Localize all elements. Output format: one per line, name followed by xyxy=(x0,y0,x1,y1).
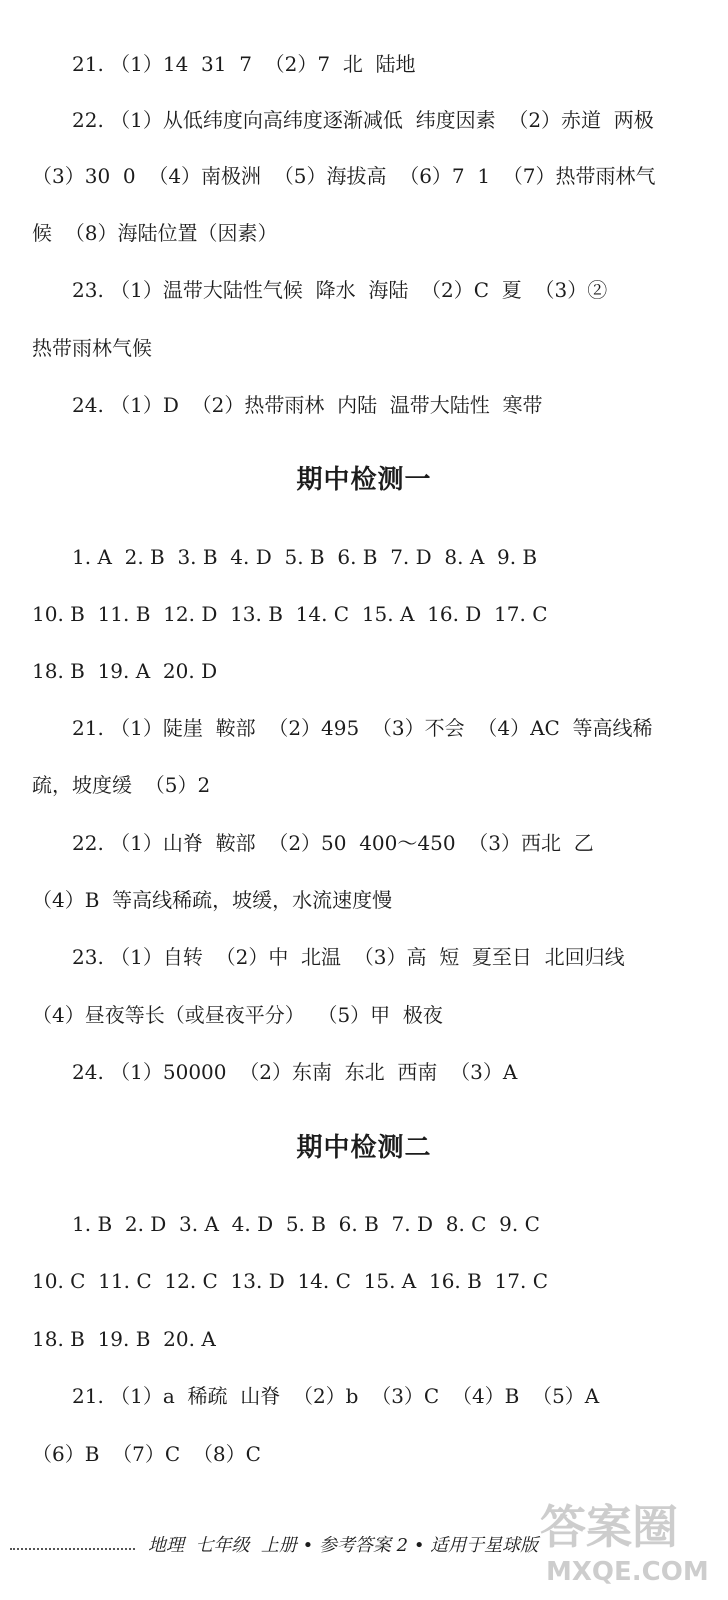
watermark-logo-top: 答案圈 xyxy=(540,1500,678,1554)
midterm2-mc-line-2: 10. C 11. C 12. C 13. D 14. C 15. A 16. B 17. C xyxy=(32,1269,549,1293)
midterm1-answer-22-line-2: （4）B 等高线稀疏，坡缓，水流速度慢 xyxy=(32,888,393,912)
watermark-logo xyxy=(532,1500,722,1596)
footer-dotted-rule xyxy=(10,1548,135,1550)
midterm1-mc-line-2: 10. B 11. B 12. D 13. B 14. C 15. A 16. D 17. C xyxy=(32,602,548,626)
midterm2-mc-line-3: 18. B 19. B 20. A xyxy=(32,1327,216,1351)
section-title-midterm-1: 期中检测一 xyxy=(296,465,432,495)
footer-text: 地理 七年级 上册 • 参考答案 2 • 适用于星球版 xyxy=(148,1535,539,1556)
midterm2-answer-21-line-1: 21. （1）a 稀疏 山脊 （2）b （3）C （4）B （5）A xyxy=(72,1384,600,1408)
answer-23-line-1: 23. （1）温带大陆性气候 降水 海陆 （2）C 夏 （3）② xyxy=(72,278,608,302)
midterm1-answer-21-line-1: 21. （1）陡崖 鞍部 （2）495 （3）不会 （4）AC 等高线稀 xyxy=(72,716,653,740)
midterm2-mc-line-1: 1. B 2. D 3. A 4. D 5. B 6. B 7. D 8. C 9. C xyxy=(72,1212,540,1236)
answer-22-line-1: 22. （1）从低纬度向高纬度逐渐减低 纬度因素 （2）赤道 两极 xyxy=(72,108,654,132)
section-title-midterm-2: 期中检测二 xyxy=(296,1133,432,1163)
answer-24: 24. （1）D （2）热带雨林 内陆 温带大陆性 寒带 xyxy=(72,393,543,417)
midterm1-answer-23-line-1: 23. （1）自转 （2）中 北温 （3）高 短 夏至日 北回归线 xyxy=(72,945,625,969)
watermark-logo-url: MXQE.COM xyxy=(546,1557,709,1587)
answer-22-line-3: 候 （8）海陆位置（因素） xyxy=(32,221,278,245)
midterm1-answer-23-line-2: （4）昼夜等长（或昼夜平分） （5）甲 极夜 xyxy=(32,1003,443,1027)
midterm1-answer-24: 24. （1）50000 （2）东南 东北 西南 （3）A xyxy=(72,1060,518,1084)
answer-21: 21. （1）14 31 7 （2）7 北 陆地 xyxy=(72,52,416,76)
answer-22-line-2: （3）30 0 （4）南极洲 （5）海拔高 （6）7 1 （7）热带雨林气 xyxy=(32,164,656,188)
midterm1-mc-line-3: 18. B 19. A 20. D xyxy=(32,659,218,683)
midterm1-answer-22-line-1: 22. （1）山脊 鞍部 （2）50 400～450 （3）西北 乙 xyxy=(72,831,594,855)
answer-23-line-2: 热带雨林气候 xyxy=(32,336,152,360)
midterm1-mc-line-1: 1. A 2. B 3. B 4. D 5. B 6. B 7. D 8. A 9. B xyxy=(72,545,538,569)
midterm1-answer-21-line-2: 疏，坡度缓 （5）2 xyxy=(32,773,211,797)
midterm2-answer-21-line-2: （6）B （7）C （8）C xyxy=(32,1442,261,1466)
